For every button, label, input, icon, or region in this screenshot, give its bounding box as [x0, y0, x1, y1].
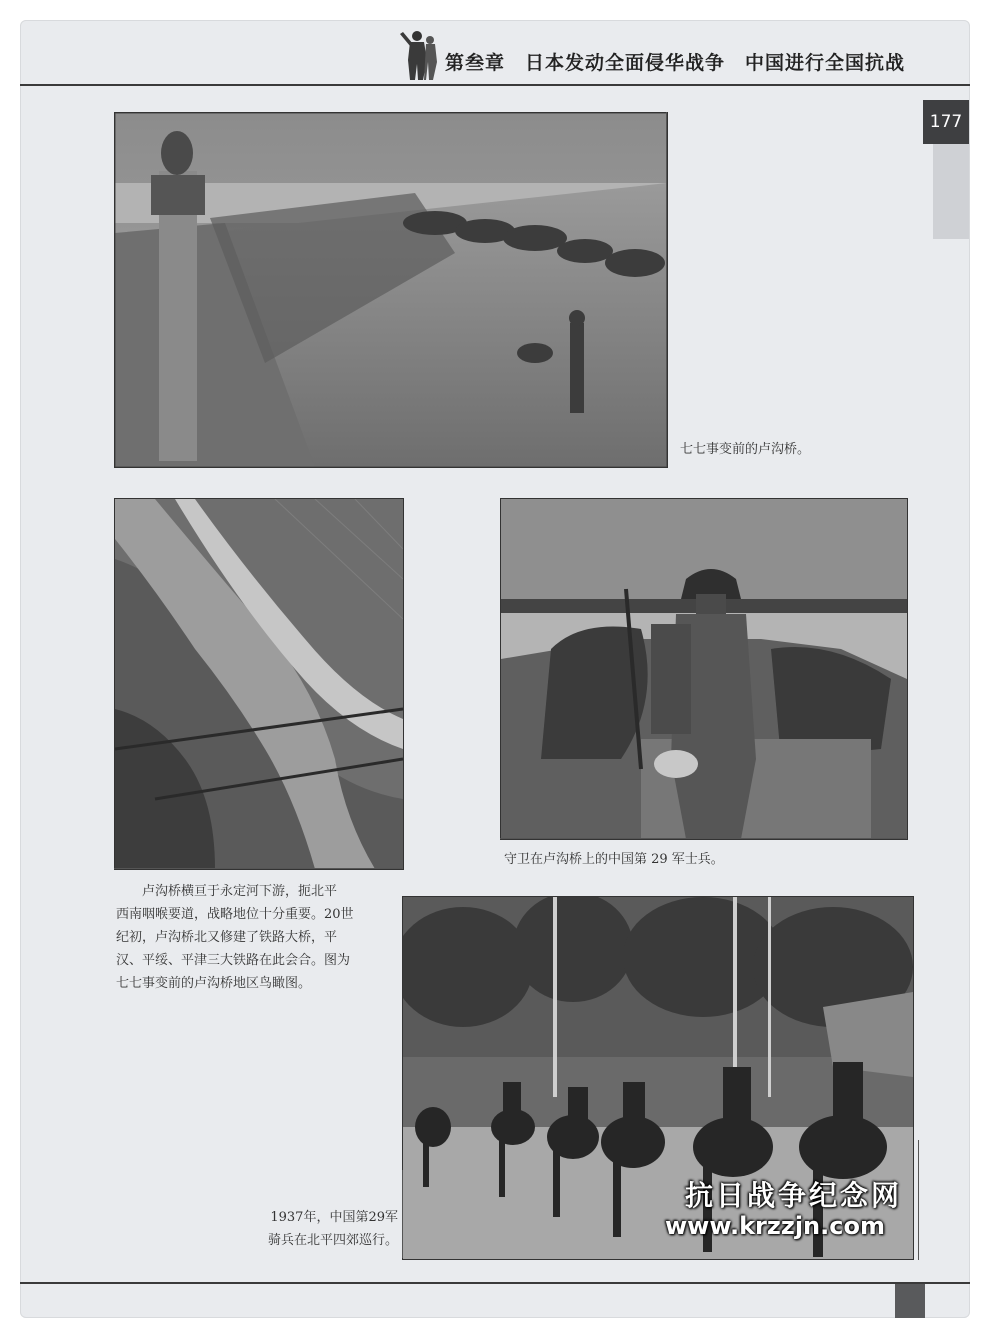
watermark-text: 抗日战争纪念网	[685, 1179, 903, 1212]
book-page	[20, 20, 970, 1318]
page-number: 177	[923, 100, 969, 144]
footer-tab	[895, 1284, 925, 1318]
watermark-url: www.krzzjn.com	[665, 1212, 885, 1240]
caption-rule-cavalry	[402, 1170, 403, 1258]
footer-divider	[20, 1282, 970, 1284]
chapter-title: 第叁章 日本发动全面侵华战争 中国进行全国抗战	[445, 52, 906, 74]
photo-aerial-view	[114, 498, 404, 870]
caption-aerial-line: 七七事变前的卢沟桥地区鸟瞰图。	[116, 976, 312, 991]
caption-cavalry	[220, 1206, 398, 1252]
caption-aerial	[116, 880, 406, 995]
caption-rule-soldier	[500, 838, 906, 839]
caption-aerial-line: 西南咽喉要道，战略地位十分重要。20世	[116, 907, 354, 922]
header-divider	[20, 84, 970, 86]
caption-aerial-line: 汉、平绥、平津三大铁路在此会合。图为	[116, 953, 351, 968]
caption-aerial-line: 卢沟桥横亘于永定河下游，扼北平	[142, 884, 338, 899]
caption-cavalry-line: 1937年，中国第29军	[270, 1210, 398, 1225]
site-watermark	[665, 1180, 955, 1240]
caption-rule-bridge	[666, 112, 667, 466]
caption-cavalry-line: 骑兵在北平四郊巡行。	[267, 1233, 398, 1248]
caption-soldier: 守卫在卢沟桥上的中国第 29 军士兵。	[504, 852, 724, 867]
side-tab-strip	[933, 144, 969, 239]
soldier-emblem-icon	[390, 26, 446, 82]
caption-bridge: 七七事变前的卢沟桥。	[680, 442, 811, 457]
caption-aerial-line: 纪初，卢沟桥北又修建了铁路大桥，平	[116, 930, 338, 945]
photo-soldier-on-bridge	[500, 498, 908, 840]
photo-lugou-bridge	[114, 112, 668, 468]
caption-rule-aerial	[114, 868, 402, 869]
